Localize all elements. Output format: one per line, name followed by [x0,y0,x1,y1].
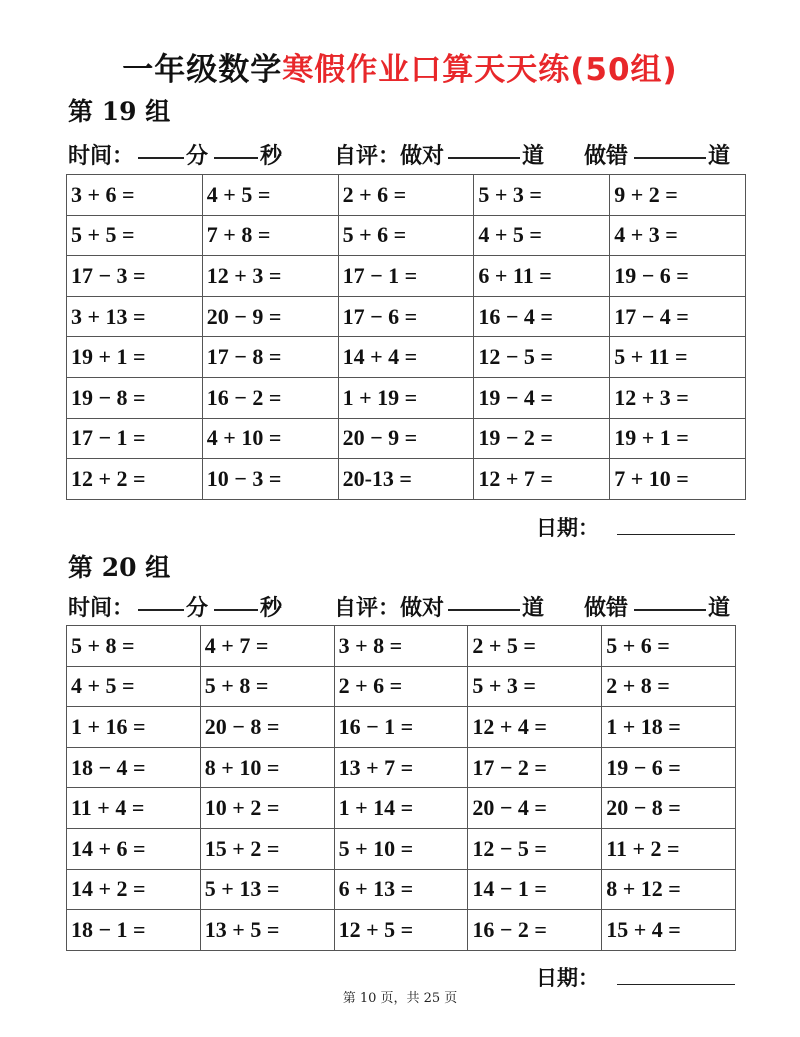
problem-cell[interactable]: 2 + 6 = [338,175,474,216]
problem-row [67,175,746,216]
problem-cell[interactable]: 17 − 3 = [67,256,203,297]
problem-cell[interactable]: 14 + 6 = [67,828,201,869]
problem-cell[interactable]: 19 − 4 = [474,377,610,418]
problem-cell[interactable]: 7 + 10 = [610,459,746,500]
seconds-blank[interactable] [214,591,258,617]
problem-cell[interactable]: 7 + 8 = [202,215,338,256]
problem-cell[interactable]: 12 + 7 = [474,459,610,500]
group-20-title: 第 20 组 [68,553,171,582]
correct-count-blank[interactable] [448,591,520,617]
problem-row [67,747,736,788]
page-footer: 第 10 页，共 25 页 [342,991,458,1006]
self-eval-label: 自评：做对 [334,595,445,621]
problem-row [67,707,736,748]
group-19-date [536,512,735,542]
wrong-count-blank[interactable] [634,139,706,165]
problem-cell[interactable]: 9 + 2 = [610,175,746,216]
problem-cell[interactable]: 17 − 6 = [338,296,474,337]
problem-cell[interactable]: 5 + 11 = [610,337,746,378]
time-label: 时间： [68,595,135,621]
minutes-blank[interactable] [138,591,184,617]
problem-cell[interactable]: 4 + 5 = [474,215,610,256]
problem-cell[interactable]: 11 + 2 = [602,828,736,869]
problem-row [67,459,746,500]
problem-cell[interactable]: 20 − 4 = [468,788,602,829]
correct-count-blank[interactable] [448,139,520,165]
problem-cell[interactable]: 19 − 2 = [474,418,610,459]
problem-cell[interactable]: 1 + 14 = [334,788,468,829]
problem-cell[interactable]: 13 + 5 = [200,910,334,951]
problem-cell[interactable]: 14 + 4 = [338,337,474,378]
problem-cell[interactable]: 2 + 6 = [334,666,468,707]
problem-cell[interactable]: 3 + 13 = [67,296,203,337]
problem-cell[interactable]: 12 − 5 = [474,337,610,378]
problem-cell[interactable]: 20 − 9 = [202,296,338,337]
correct-unit: 道 [522,595,545,621]
problem-cell[interactable]: 19 + 1 = [67,337,203,378]
problem-cell[interactable]: 11 + 4 = [67,788,201,829]
group-20-problem-grid [66,625,736,951]
seconds-label: 秒 [260,143,283,169]
problem-cell[interactable]: 4 + 10 = [202,418,338,459]
problem-cell[interactable]: 17 − 1 = [67,418,203,459]
problem-row [67,666,736,707]
problem-cell[interactable]: 4 + 5 = [202,175,338,216]
problem-cell[interactable]: 14 + 2 = [67,869,201,910]
page-title [0,44,800,89]
problem-row [67,377,746,418]
date-label: 日期： [536,515,599,540]
problem-cell[interactable]: 5 + 8 = [200,666,334,707]
problem-cell[interactable]: 6 + 13 = [334,869,468,910]
seconds-label: 秒 [260,595,283,621]
problem-cell[interactable]: 16 − 1 = [334,707,468,748]
problem-cell[interactable]: 18 − 4 = [67,747,201,788]
problem-cell[interactable]: 4 + 5 = [67,666,201,707]
date-blank[interactable] [617,984,735,985]
problem-cell[interactable]: 5 + 3 = [474,175,610,216]
problem-cell[interactable]: 4 + 3 = [610,215,746,256]
problem-cell[interactable]: 12 + 4 = [468,707,602,748]
problem-cell[interactable]: 3 + 8 = [334,626,468,667]
minutes-blank[interactable] [138,139,184,165]
problem-cell[interactable]: 2 + 8 = [602,666,736,707]
seconds-blank[interactable] [214,139,258,165]
time-label: 时间： [68,143,135,169]
problem-cell[interactable]: 17 − 2 = [468,747,602,788]
problem-cell[interactable]: 20 − 8 = [602,788,736,829]
wrong-label: 做错 [584,595,629,621]
problem-cell[interactable]: 6 + 11 = [474,256,610,297]
minutes-label: 分 [186,595,209,621]
title-part-black: 一年级数学 [122,52,283,88]
date-label: 日期： [536,965,599,990]
problem-cell[interactable]: 16 − 2 = [468,910,602,951]
problem-row [67,418,746,459]
problem-cell[interactable]: 1 + 19 = [338,377,474,418]
problem-cell[interactable]: 19 − 8 = [67,377,203,418]
problem-cell[interactable]: 8 + 10 = [200,747,334,788]
wrong-count-blank[interactable] [634,591,706,617]
problem-row [67,626,736,667]
problem-cell[interactable]: 13 + 7 = [334,747,468,788]
correct-unit: 道 [522,143,545,169]
problem-row [67,215,746,256]
problem-cell[interactable]: 10 − 3 = [202,459,338,500]
problem-cell[interactable]: 14 − 1 = [468,869,602,910]
problem-cell[interactable]: 5 + 3 = [468,666,602,707]
problem-cell[interactable]: 12 + 3 = [610,377,746,418]
problem-cell[interactable]: 5 + 6 = [602,626,736,667]
problem-cell[interactable]: 4 + 7 = [200,626,334,667]
problem-row [67,296,746,337]
problem-cell[interactable]: 19 − 6 = [602,747,736,788]
problem-cell[interactable]: 8 + 12 = [602,869,736,910]
wrong-label: 做错 [584,143,629,169]
problem-cell[interactable]: 17 − 8 = [202,337,338,378]
problem-cell[interactable]: 15 + 4 = [602,910,736,951]
group-19-title: 第 19 组 [68,97,171,126]
problem-cell[interactable]: 1 + 18 = [602,707,736,748]
problem-cell[interactable]: 20 − 8 = [200,707,334,748]
problem-cell[interactable]: 17 − 1 = [338,256,474,297]
problem-cell[interactable]: 5 + 8 = [67,626,201,667]
problem-cell[interactable]: 1 + 16 = [67,707,201,748]
problem-cell[interactable]: 20-13 = [338,459,474,500]
problem-cell[interactable]: 12 − 5 = [468,828,602,869]
problem-cell[interactable]: 19 + 1 = [610,418,746,459]
problem-cell[interactable]: 15 + 2 = [200,828,334,869]
problem-cell[interactable]: 12 + 2 = [67,459,203,500]
problem-row [67,256,746,297]
problem-row [67,337,746,378]
problem-cell[interactable]: 12 + 3 = [202,256,338,297]
problem-row [67,788,736,829]
problem-cell[interactable]: 16 − 4 = [474,296,610,337]
problem-cell[interactable]: 20 − 9 = [338,418,474,459]
problem-row [67,910,736,951]
problem-cell[interactable]: 3 + 6 = [67,175,203,216]
problem-cell[interactable]: 5 + 6 = [338,215,474,256]
problem-cell[interactable]: 2 + 5 = [468,626,602,667]
wrong-unit: 道 [708,143,731,169]
problem-cell[interactable]: 5 + 13 = [200,869,334,910]
problem-cell[interactable]: 16 − 2 = [202,377,338,418]
date-blank[interactable] [617,534,735,535]
problem-cell[interactable]: 5 + 5 = [67,215,203,256]
title-part-red: 寒假作业口算天天练(50组) [282,52,678,88]
problem-cell[interactable]: 17 − 4 = [610,296,746,337]
problem-cell[interactable]: 12 + 5 = [334,910,468,951]
minutes-label: 分 [186,143,209,169]
problem-row [67,828,736,869]
group-19-problem-grid [66,174,746,500]
problem-cell[interactable]: 5 + 10 = [334,828,468,869]
problem-cell[interactable]: 19 − 6 = [610,256,746,297]
self-eval-label: 自评：做对 [334,143,445,169]
problem-cell[interactable]: 10 + 2 = [200,788,334,829]
problem-cell[interactable]: 18 − 1 = [67,910,201,951]
wrong-unit: 道 [708,595,731,621]
problem-row [67,869,736,910]
